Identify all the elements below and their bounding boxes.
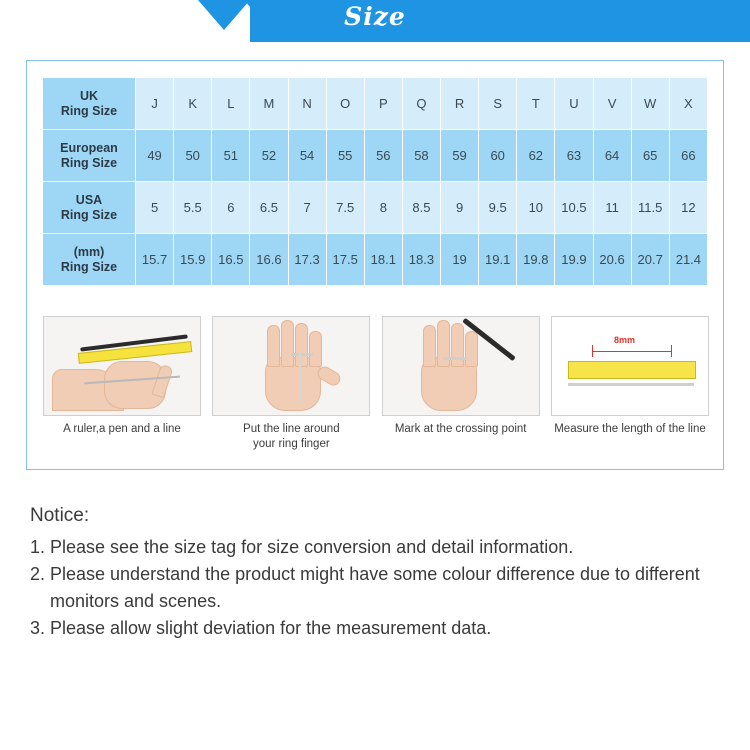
step-caption bbox=[212, 422, 370, 452]
hand-with-string-photo bbox=[212, 316, 370, 416]
table-cell: K bbox=[174, 78, 212, 130]
finger-shape bbox=[451, 323, 464, 367]
table-cell: 62 bbox=[517, 130, 555, 182]
table-cell: 19.9 bbox=[555, 234, 593, 286]
row-header-line2: Ring Size bbox=[60, 103, 118, 118]
table-cell: J bbox=[136, 78, 174, 130]
notice-number: 1. bbox=[30, 537, 46, 557]
ruler-shape bbox=[568, 361, 696, 379]
table-cell: L bbox=[212, 78, 250, 130]
table-cell: 6.5 bbox=[250, 182, 288, 234]
table-cell: 11 bbox=[593, 182, 631, 234]
ring-size-table bbox=[42, 77, 708, 286]
table-cell: Q bbox=[402, 78, 440, 130]
table-cell: 7.5 bbox=[326, 182, 364, 234]
table-row bbox=[43, 182, 708, 234]
table-cell: S bbox=[479, 78, 517, 130]
table-cell: 65 bbox=[631, 130, 669, 182]
table-cell: 19.8 bbox=[517, 234, 555, 286]
notice-text: Please see the size tag for size conversion and detail information. bbox=[50, 537, 574, 557]
step-caption: A ruler,a pen and a line bbox=[63, 423, 181, 435]
finger-shape bbox=[267, 325, 280, 367]
table-cell: 6 bbox=[212, 182, 250, 234]
row-header-line1: European bbox=[60, 140, 118, 155]
table-cell: 49 bbox=[136, 130, 174, 182]
string-shape bbox=[291, 353, 313, 356]
table-cell: 17.3 bbox=[288, 234, 326, 286]
step-4 bbox=[551, 316, 709, 452]
table-cell: 16.5 bbox=[212, 234, 250, 286]
table-cell: 12 bbox=[669, 182, 707, 234]
table-cell: O bbox=[326, 78, 364, 130]
table-cell: 5 bbox=[136, 182, 174, 234]
table-cell: 51 bbox=[212, 130, 250, 182]
table-cell: 7 bbox=[288, 182, 326, 234]
measure-arrow-right-cap bbox=[671, 345, 672, 357]
finger-shape bbox=[423, 325, 436, 367]
table-cell: 20.6 bbox=[593, 234, 631, 286]
table-row bbox=[43, 78, 708, 130]
table-cell: 5.5 bbox=[174, 182, 212, 234]
row-header-line2: Ring Size bbox=[60, 259, 118, 274]
table-cell: T bbox=[517, 78, 555, 130]
table-cell: 21.4 bbox=[669, 234, 707, 286]
table-cell: 8.5 bbox=[402, 182, 440, 234]
table-cell: 54 bbox=[288, 130, 326, 182]
size-chart-card bbox=[26, 60, 724, 470]
step-3 bbox=[382, 316, 540, 452]
ruler-pen-line-photo bbox=[43, 316, 201, 416]
table-cell: 9 bbox=[441, 182, 479, 234]
table-cell: 66 bbox=[669, 130, 707, 182]
row-header-line1: UK bbox=[79, 88, 99, 103]
notice-number: 3. bbox=[30, 618, 46, 638]
table-cell: 55 bbox=[326, 130, 364, 182]
row-header-line1: (mm) bbox=[73, 244, 105, 259]
row-header-line2: Ring Size bbox=[60, 155, 118, 170]
table-cell: 63 bbox=[555, 130, 593, 182]
notice-item bbox=[30, 534, 730, 561]
measure-arrow-left-cap bbox=[592, 345, 593, 357]
table-cell: 9.5 bbox=[479, 182, 517, 234]
table-cell: 10 bbox=[517, 182, 555, 234]
measure-length-label: 8mm bbox=[613, 335, 635, 345]
header-banner bbox=[0, 0, 750, 42]
table-cell: V bbox=[593, 78, 631, 130]
notice-number: 2. bbox=[30, 564, 46, 584]
table-cell: 11.5 bbox=[631, 182, 669, 234]
finger-shape bbox=[295, 323, 308, 367]
string-shape bbox=[443, 357, 467, 360]
string-tail-shape bbox=[299, 353, 301, 403]
notice-title: Notice: bbox=[30, 505, 90, 526]
table-cell: 10.5 bbox=[555, 182, 593, 234]
table-cell: 17.5 bbox=[326, 234, 364, 286]
table-cell: 19 bbox=[441, 234, 479, 286]
row-header-mm bbox=[43, 234, 136, 286]
table-cell: 59 bbox=[441, 130, 479, 182]
hand-marking-photo bbox=[382, 316, 540, 416]
notice-item bbox=[30, 561, 730, 615]
table-cell: 52 bbox=[250, 130, 288, 182]
row-header-uk bbox=[43, 78, 136, 130]
step-1 bbox=[43, 316, 201, 452]
table-cell: W bbox=[631, 78, 669, 130]
table-cell: 20.7 bbox=[631, 234, 669, 286]
step-2 bbox=[212, 316, 370, 452]
string-shape bbox=[568, 383, 694, 386]
notice-block bbox=[30, 505, 730, 642]
table-cell: 60 bbox=[479, 130, 517, 182]
page-title: Size bbox=[344, 2, 406, 31]
table-cell: U bbox=[555, 78, 593, 130]
table-cell: 64 bbox=[593, 130, 631, 182]
table-cell: R bbox=[441, 78, 479, 130]
table-cell: 15.7 bbox=[136, 234, 174, 286]
table-cell: 15.9 bbox=[174, 234, 212, 286]
notice-item bbox=[30, 615, 730, 642]
table-cell: 18.3 bbox=[402, 234, 440, 286]
measure-ruler-photo bbox=[551, 316, 709, 416]
table-cell: 18.1 bbox=[364, 234, 402, 286]
row-header-line1: USA bbox=[75, 192, 103, 207]
finger-shape bbox=[281, 320, 294, 367]
table-cell: M bbox=[250, 78, 288, 130]
table-cell: 8 bbox=[364, 182, 402, 234]
step-caption: Mark at the crossing point bbox=[394, 423, 527, 435]
measure-arrow-icon bbox=[592, 351, 672, 352]
table-cell: 56 bbox=[364, 130, 402, 182]
table-cell: X bbox=[669, 78, 707, 130]
row-header-usa bbox=[43, 182, 136, 234]
table-cell: P bbox=[364, 78, 402, 130]
table-cell: 58 bbox=[402, 130, 440, 182]
step-caption: Measure the length of the line bbox=[554, 423, 706, 435]
measurement-steps bbox=[43, 316, 709, 452]
notice-text: Please understand the product might have some colour difference due to different monitors and scenes. bbox=[50, 564, 700, 611]
table-cell: 19.1 bbox=[479, 234, 517, 286]
table-cell: N bbox=[288, 78, 326, 130]
step-caption-line1: Put the line around bbox=[243, 423, 340, 435]
table-row bbox=[43, 234, 708, 286]
table-row bbox=[43, 130, 708, 182]
table-cell: 50 bbox=[174, 130, 212, 182]
table-cell: 16.6 bbox=[250, 234, 288, 286]
notice-text: Please allow slight deviation for the measurement data. bbox=[50, 618, 492, 638]
row-header-european bbox=[43, 130, 136, 182]
finger-shape bbox=[309, 331, 322, 367]
step-caption-line2: your ring finger bbox=[252, 438, 330, 450]
finger-shape bbox=[465, 331, 478, 367]
row-header-line2: Ring Size bbox=[60, 207, 118, 222]
